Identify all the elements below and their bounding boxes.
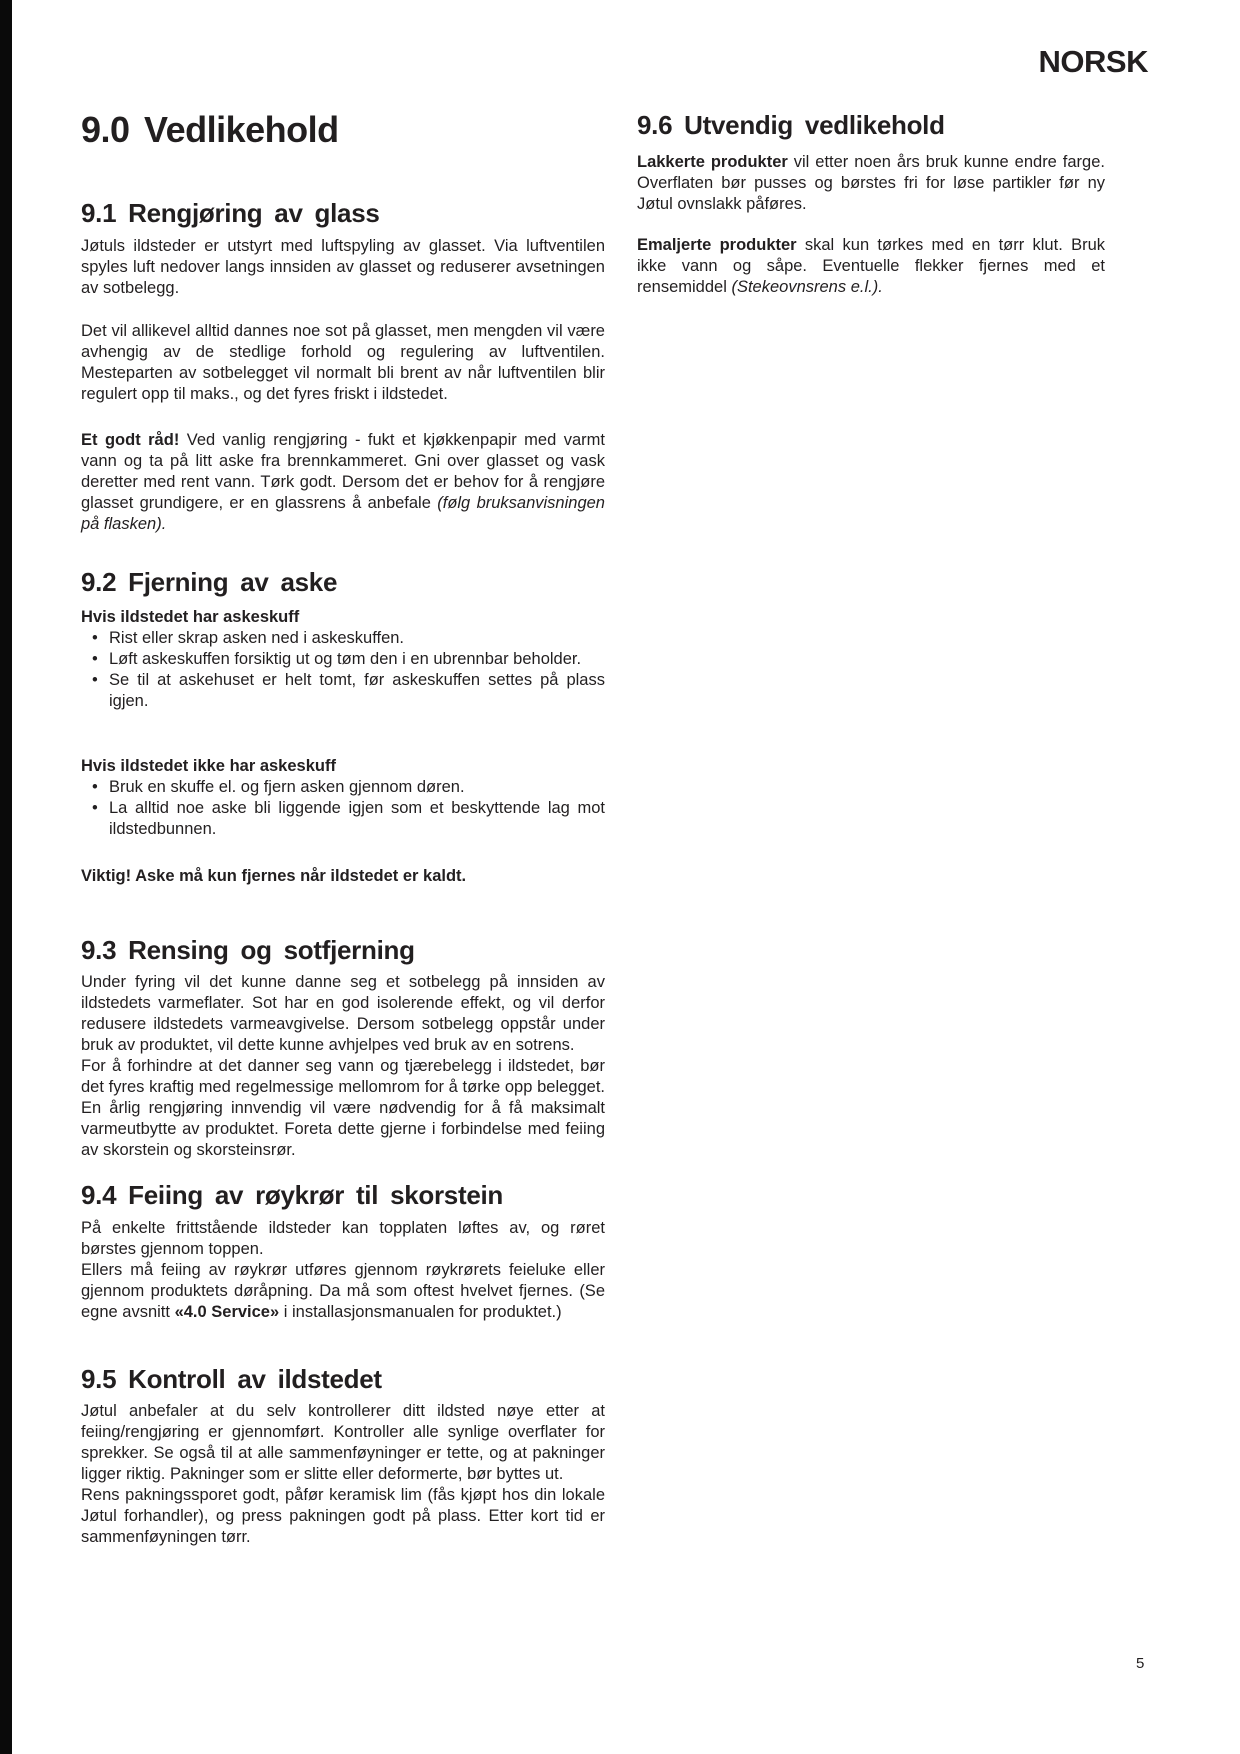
section-heading-9-1: 9.1 Rengjøring av glass <box>81 198 380 228</box>
language-label: NORSK <box>1038 44 1148 79</box>
paragraph: Under fyring vil det kunne danne seg et sotbelegg på innsiden av ildstedets varmeflater. Sot har en god isolerende effekt, og vil derfor redusere ildstedets varmeavgivelse. Dersom sotbelegg oppstår under bruk av produktet, vil dette kunne avhjelpes ved bruk av en sotrens. <box>81 973 605 1054</box>
paragraph: For å forhindre at det danner seg vann og tjærebelegg i ildstedet, bør det fyres kraftig med regelmessige mellomrom for å tørke opp belegget. En årlig rengjøring innvendig vil være nødvendig for å få maksimalt varmeutbytte av produktet. Foreta dette gjerne i forbindelse med feiing av skorstein og skorsteinsrør. <box>81 1057 605 1159</box>
list-item <box>81 628 605 649</box>
paragraph-italic: (følg bruksanvisningen på flasken). <box>81 494 605 533</box>
page-left-edge-scan-strip <box>0 0 12 1754</box>
paragraph-text: vil etter noen års bruk kunne endre farge. Overflaten bør pusses og børstes fri for løse partikler før ny Jøtul ovnslakk påføres. <box>637 153 1105 213</box>
paragraph-lead-bold: Emaljerte produkter <box>637 236 797 254</box>
paragraph-text: i installasjonsmanualen for produktet.) <box>279 1303 562 1321</box>
subheading: Hvis ildstedet har askeskuff <box>81 608 300 626</box>
section-heading-9-5: 9.5 Kontroll av ildstedet <box>81 1364 382 1394</box>
paragraph-text: skal kun tørkes med en tørr klut. Bruk ikke vann og såpe. Eventuelle flekker fjernes med et rensemiddel <box>637 236 1105 296</box>
page-content <box>81 110 1105 1548</box>
paragraph <box>637 235 1105 298</box>
section-heading-9-4: 9.4 Feiing av røykrør til skorstein <box>81 1180 503 1210</box>
list-item-text: Bruk en skuffe el. og fjern asken gjennom døren. <box>109 778 465 796</box>
paragraph: Det vil allikevel alltid dannes noe sot på glasset, men mengden vil være avhengig av de stedlige forhold og regulering av luftventilen. Mesteparten av sotbelegget vil normalt bli brent av når luftventilen blir regulert opp til maks., og det fyres friskt i ildstedet. <box>81 322 605 403</box>
subheading: Hvis ildstedet ikke har askeskuff <box>81 757 336 775</box>
paragraph-italic: (Stekeovnsrens e.l.). <box>731 278 883 296</box>
bullet-list <box>81 628 605 712</box>
left-column <box>81 110 605 1548</box>
list-item <box>81 670 605 712</box>
paragraph: Jøtuls ildsteder er utstyrt med luftspyling av glasset. Via luftventilen spyles luft nedover langs innsiden av glasset og reduserer avsetningen av sotbelegg. <box>81 237 605 297</box>
bullet-marker: • <box>92 778 98 796</box>
paragraph <box>81 1260 605 1323</box>
paragraph: På enkelte frittstående ildsteder kan topplaten løftes av, og røret børstes gjennom toppen. <box>81 1219 605 1258</box>
paragraph: Jøtul anbefaler at du selv kontrollerer ditt ildsted nøye etter at feiing/rengjøring er gjennomført. Kontroller alle synlige overflater for sprekker. Se også til at alle sammenføyninger er tette, og at pakninger ligger riktig. Pakninger som er slitte eller deformerte, bør byttes ut. <box>81 1402 605 1483</box>
bullet-marker: • <box>92 629 98 647</box>
page-number: 5 <box>1136 1655 1145 1672</box>
list-item <box>81 777 605 798</box>
paragraph-lead-bold: Lakkerte produkter <box>637 153 788 171</box>
page-title: 9.0 Vedlikehold <box>81 109 339 150</box>
list-item <box>81 798 605 840</box>
list-item-text: La alltid noe aske bli liggende igjen som et beskyttende lag mot ildstedbunnen. <box>109 799 605 838</box>
bullet-marker: • <box>92 650 98 668</box>
paragraph-text: Ellers må feiing av røykrør utføres gjennom røykrørets feieluke eller gjennom produktets døråpning. Da må som oftest hvelvet fjernes. (Se egne avsnitt <box>81 1261 605 1321</box>
paragraph-lead-bold: Et godt råd! <box>81 431 180 449</box>
bullet-marker: • <box>92 799 98 817</box>
right-column <box>637 110 1105 1548</box>
paragraph <box>81 430 605 535</box>
paragraph: Rens pakningssporet godt, påfør keramisk lim (fås kjøpt hos din lokale Jøtul forhandler), og press pakningen godt på plass. Etter kort tid er sammenføyningen tørr. <box>81 1486 605 1546</box>
bullet-marker: • <box>92 671 98 689</box>
paragraph <box>637 152 1105 215</box>
paragraph-bold: «4.0 Service» <box>174 1303 280 1321</box>
important-note: Viktig! Aske må kun fjernes når ildstedet er kaldt. <box>81 867 467 885</box>
list-item <box>81 649 605 670</box>
section-heading-9-6: 9.6 Utvendig vedlikehold <box>637 110 945 140</box>
list-item-text: Se til at askehuset er helt tomt, før askeskuffen settes på plass igjen. <box>109 671 605 710</box>
list-item-text: Rist eller skrap asken ned i askeskuffen. <box>109 629 405 647</box>
paragraph-text: Ved vanlig rengjøring - fukt et kjøkkenpapir med varmt vann og ta på litt aske fra brennkammeret. Gni over glasset og vask deretter med rent vann. Tørk godt. Dersom det er behov for å rengjøre glasset grundigere, er en glassrens å anbefale <box>81 431 605 512</box>
section-heading-9-2: 9.2 Fjerning av aske <box>81 567 338 597</box>
list-item-text: Løft askeskuffen forsiktig ut og tøm den i en ubrennbar beholder. <box>109 650 582 668</box>
bullet-list <box>81 777 605 840</box>
section-heading-9-3: 9.3 Rensing og sotfjerning <box>81 935 415 965</box>
